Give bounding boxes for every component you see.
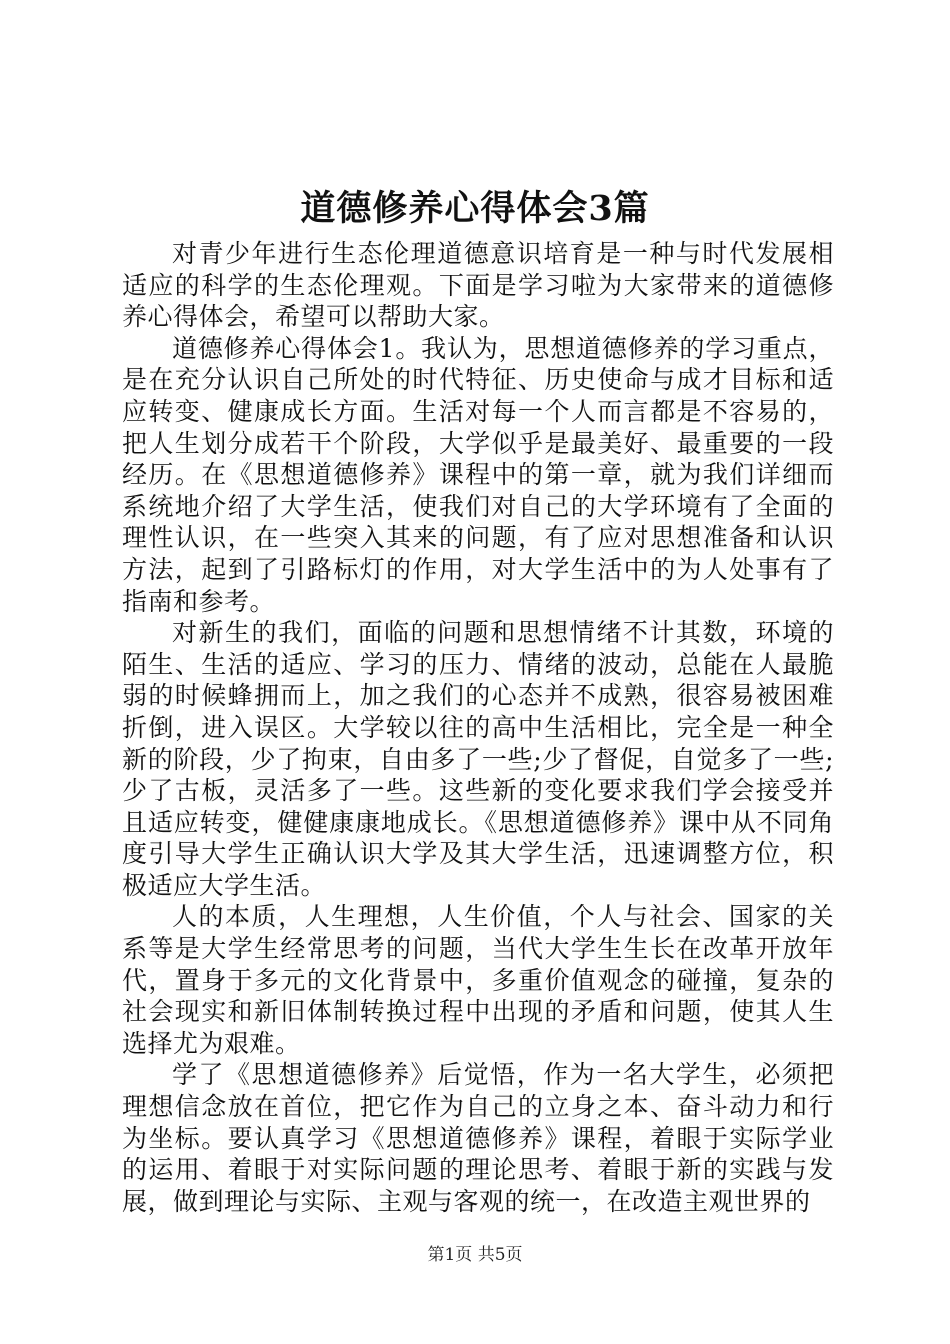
paragraph-1: 道德修养心得体会1。我认为，思想道德修养的学习重点，是在充分认识自己所处的时代特征、历史使命与成才目标和适应转变、健康成长方面。生活对每一个人而言都是不容易的，把人生划分成若干个阶段，大学似乎是最美好、最重要的一段经历。在《思想道德修养》课程中的第一章，就为我们详细而系统地介绍了大学生活，使我们对自己的大学环境有了全面的理性认识，在一些突入其来的问题，有了应对思想准备和认识方法，起到了引路标灯的作用，对大学生活中的为人处事有了指南和参考。 bbox=[122, 333, 834, 616]
page-number-footer: 第1页 共5页 bbox=[427, 1245, 523, 1265]
paragraph-2: 对新生的我们，面临的问题和思想情绪不计其数，环境的陌生、生活的适应、学习的压力、情绪的波动，总能在人最脆弱的时候蜂拥而上，加之我们的心态并不成熟，很容易被困难折倒，进入误区。大学较以往的高中生活相比，完全是一种全新的阶段，少了拘束，自由多了一些;少了督促，自觉多了一些;少了古板，灵活多了一些。这些新的变化要求我们学会接受并且适应转变，健健康康地成长。《思想道德修养》课中从不同角度引导大学生正确认识大学及其大学生活，迅速调整方位，积极适应大学生活。 bbox=[122, 618, 834, 900]
paragraph-4: 学了《思想道德修养》后觉悟，作为一名大学生，必须把理想信念放在首位，把它作为自己的立身之本、奋斗动力和行为坐标。要认真学习《思想道德修养》课程，着眼于实际学业的运用、着眼于对实际问题的理论思考、着眼于新的实践与发展，做到理论与实际、主观与客观的统一，在改造主观世界的 bbox=[122, 1060, 834, 1216]
document-body bbox=[122, 238, 834, 1217]
document-title: 道德修养心得体会3篇 bbox=[300, 188, 650, 229]
paragraph-3: 人的本质，人生理想，人生价值，个人与社会、国家的关系等是大学生经常思考的问题，当代大学生生长在改革开放年代，置身于多元的文化背景中，多重价值观念的碰撞，复杂的社会现实和新旧体制转换过程中出现的矛盾和问题，使其人生选择尤为艰难。 bbox=[122, 902, 834, 1058]
paragraph-intro: 对青少年进行生态伦理道德意识培育是一种与时代发展相适应的科学的生态伦理观。下面是学习啦为大家带来的道德修养心得体会，希望可以帮助大家。 bbox=[122, 239, 834, 332]
